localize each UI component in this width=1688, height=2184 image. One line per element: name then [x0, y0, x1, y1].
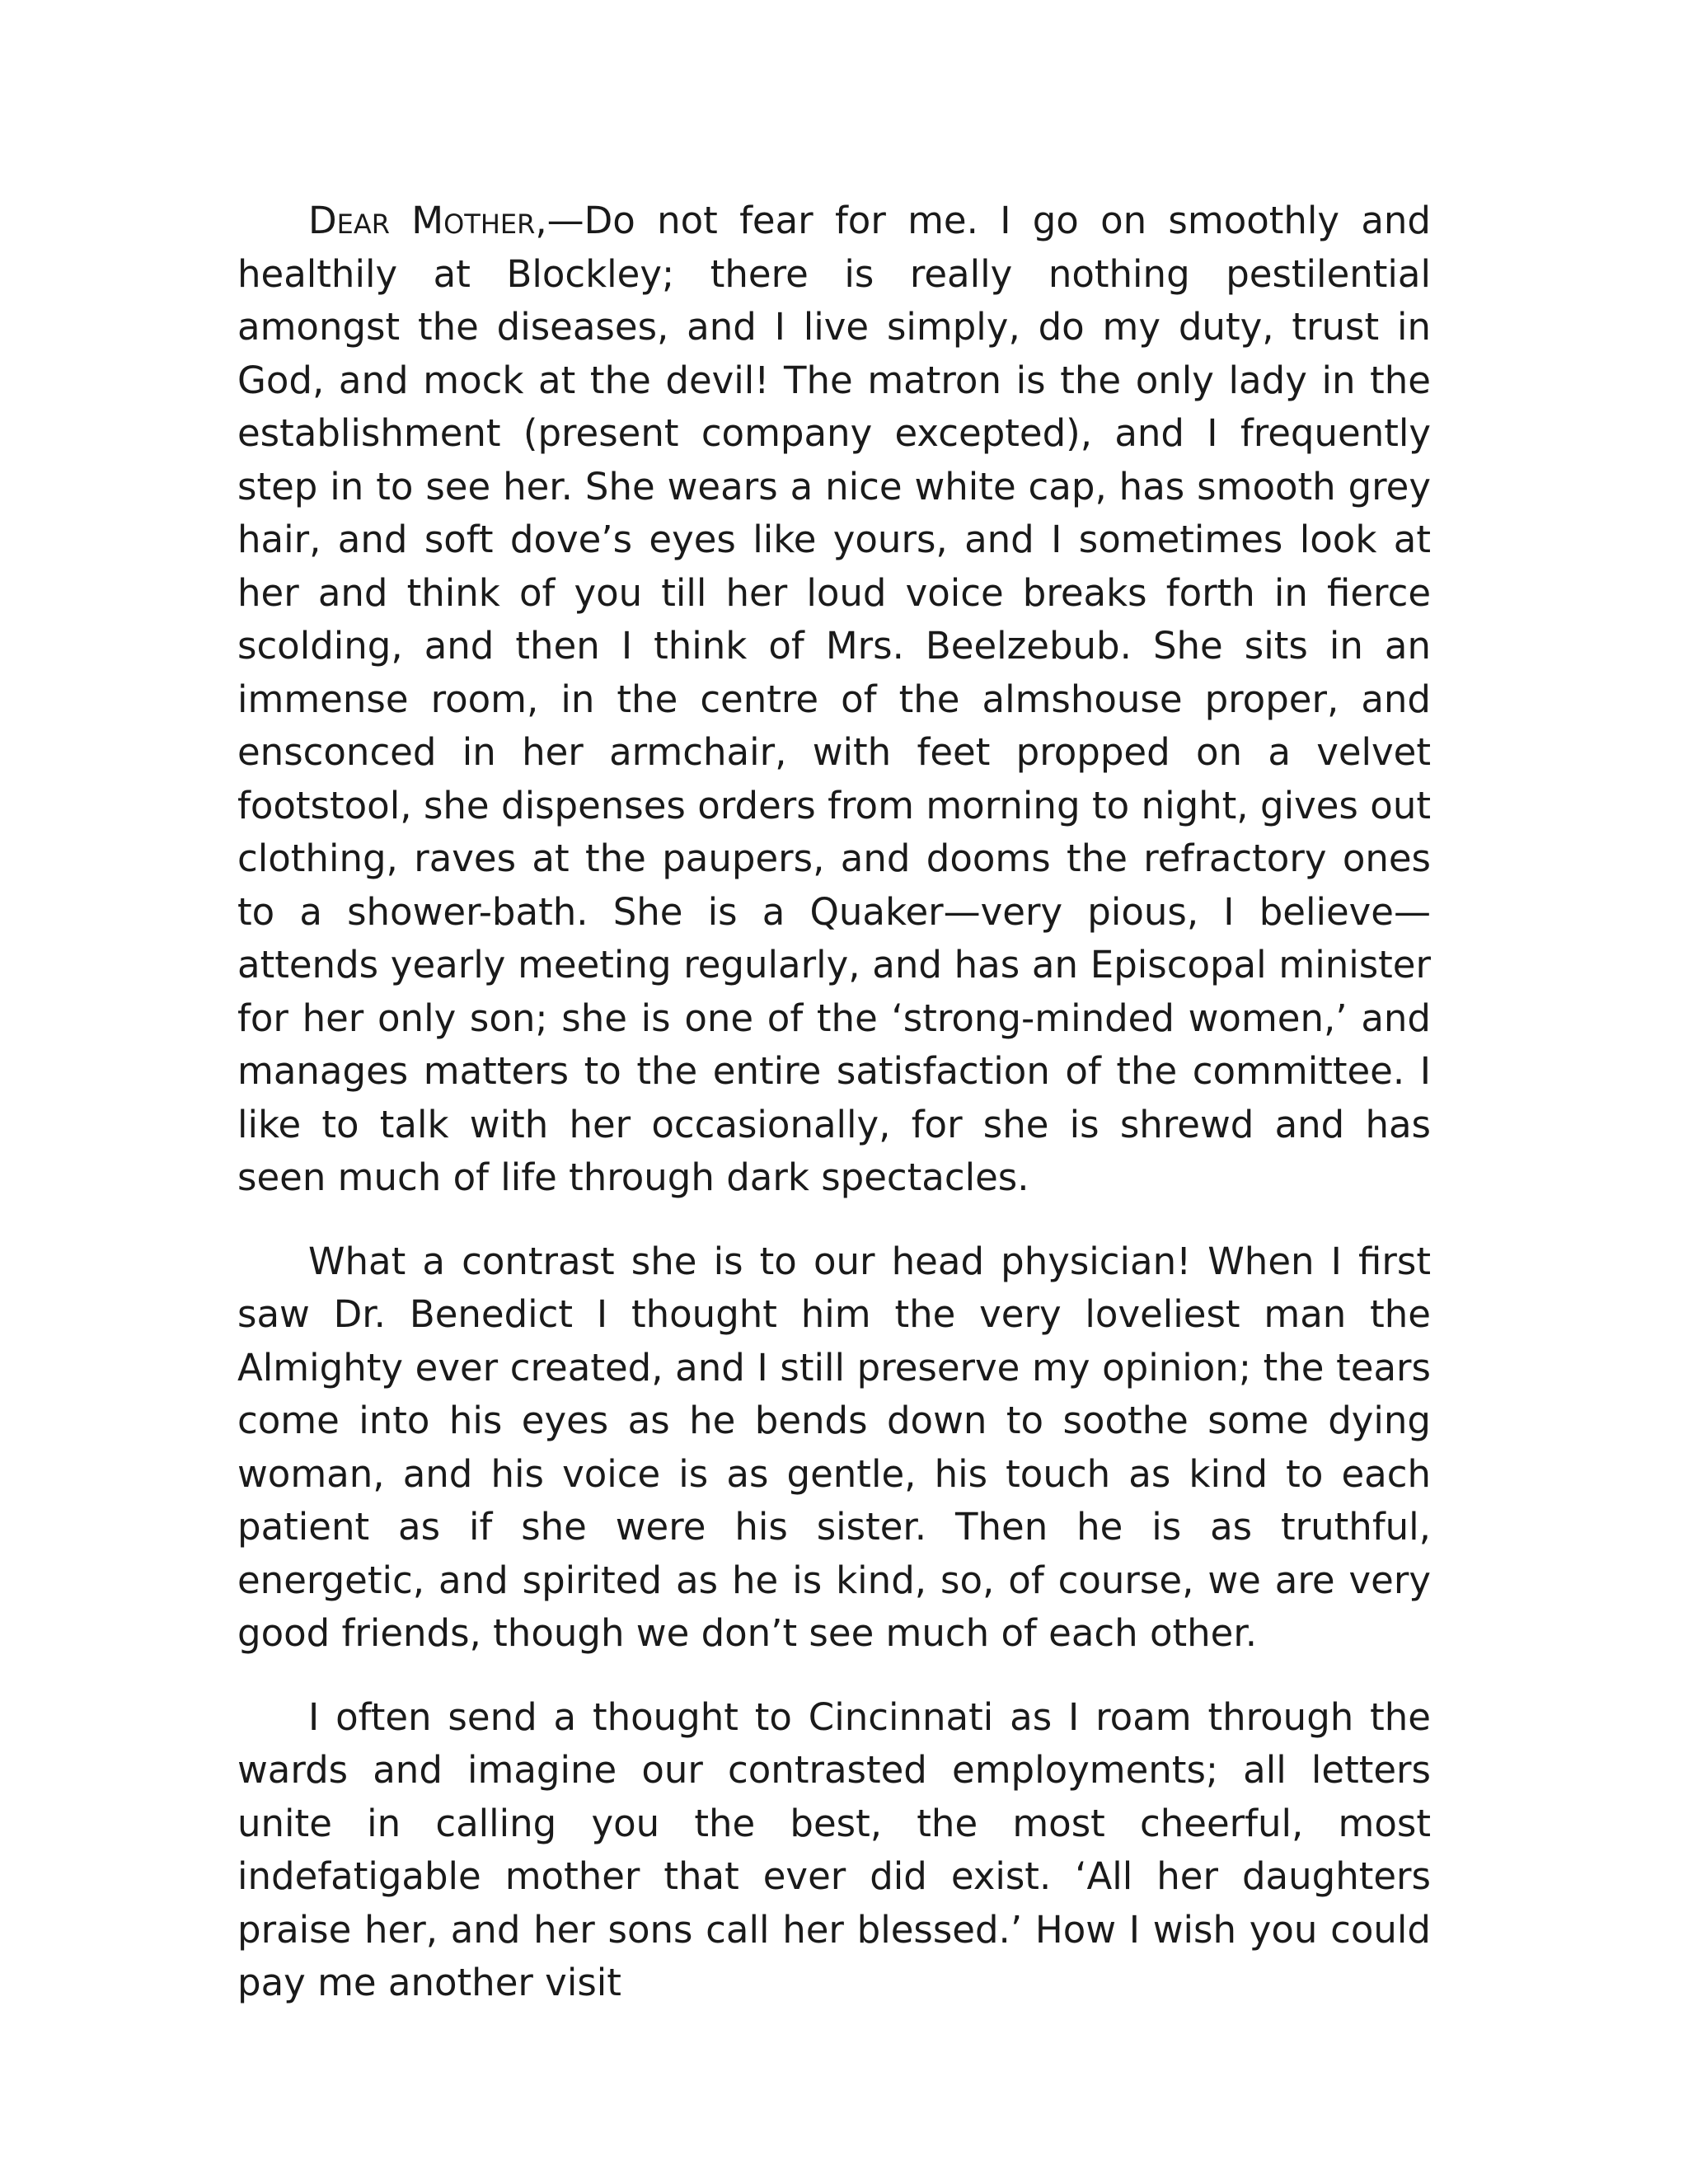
- paragraph-1-text: —Do not fear for me. I go on smoothly and healthily at Blockley; there is really nothing pestilential amongst the diseases, and I live simply, do my duty, trust in God, and mock at the devil! The matron is the only lady in the establishment (present company excepted), and I frequently step in to see her. She wears a nice white cap, has smooth grey hair, and soft dove’s eyes like yours, and I sometimes look at her and think of you till her loud voice breaks forth in fierce scolding, and then I think of Mrs. Beelzebub. She sits in an immense room, in the centre of the almshouse proper, and ensconced in her armchair, with feet propped on a velvet footstool, she dispenses orders from morning to night, gives out clothing, raves at the paupers, and dooms the refractory ones to a shower-bath. She is a Quaker—very pious, I believe—attends yearly meeting regularly, and has an Episcopal minister for her only son; she is one of the ‘strong-minded women,’ and manages matters to the entire satisfaction of the committee. I like to talk with her occasionally, for she is shrewd and has seen much of life through dark spectacles.: [237, 199, 1431, 1199]
- letter-page: [237, 194, 1431, 2041]
- paragraph-1: [237, 194, 1431, 1205]
- salutation: Dear Mother,: [308, 199, 547, 242]
- paragraph-2: What a contrast she is to our head physician! When I first saw Dr. Benedict I thought him the very loveliest man the Almighty ever created, and I still preserve my opinion; the tears come into his eyes as he bends down to soothe some dying woman, and his voice is as gentle, his touch as kind to each patient as if she were his sister. Then he is as truthful, energetic, and spirited as he is kind, so, of course, we are very good friends, though we don’t see much of each other.: [237, 1239, 1431, 1655]
- paragraph-3: I often send a thought to Cincinnati as I roam through the wards and imagine our contrasted employments; all letters unite in calling you the best, the most cheerful, most indefatigable mother that ever did exist. ‘All her daughters praise her, and her sons call her blessed.’ How I wish you could pay me another visit: [237, 1694, 1431, 2004]
